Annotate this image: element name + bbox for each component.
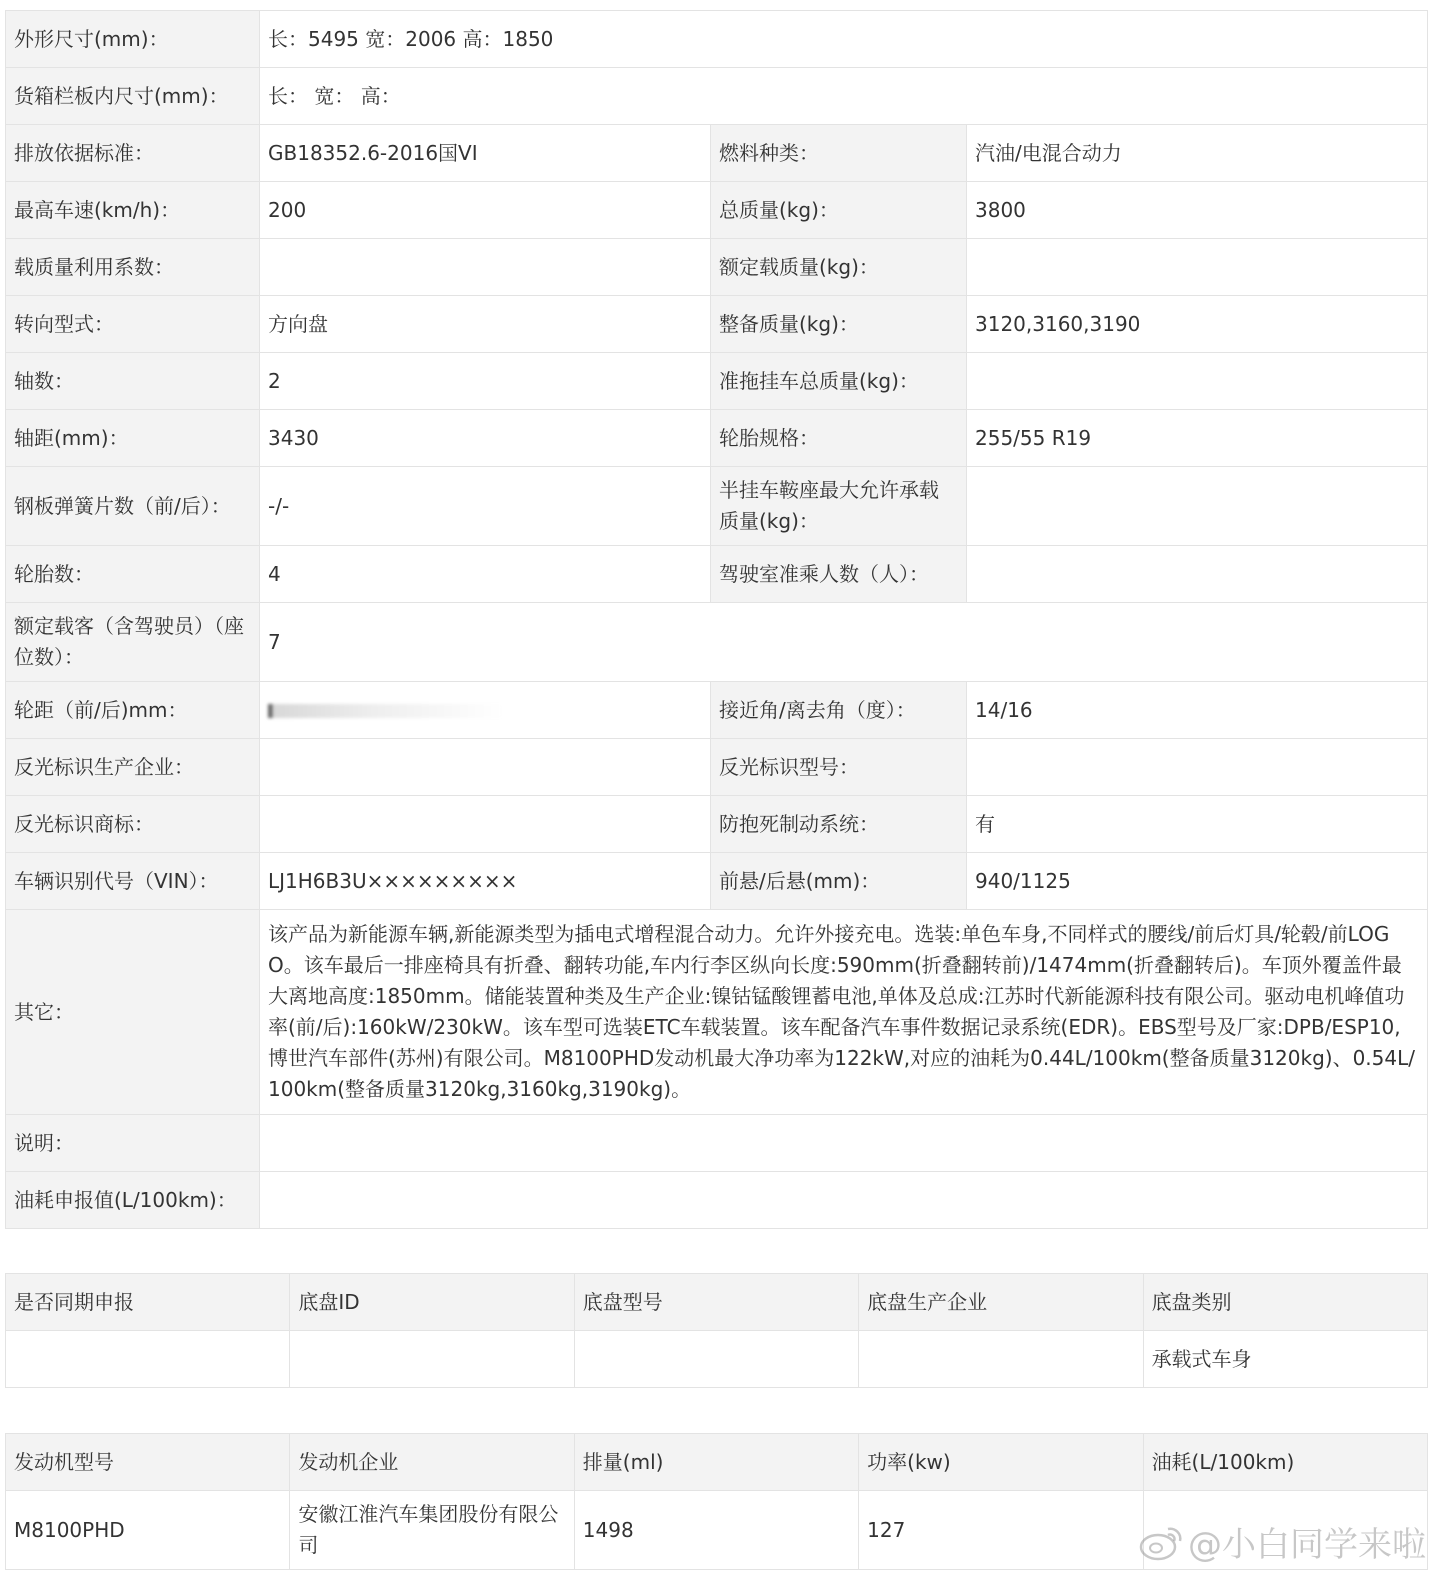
- spec-label: 额定载客（含驾驶员）（座位数）：: [6, 603, 260, 682]
- spec-value: [260, 739, 711, 796]
- spec-label: 钢板弹簧片数（前/后）：: [6, 467, 260, 546]
- spec-value: 255/55 R19: [967, 410, 1428, 467]
- spec-value: [967, 353, 1428, 410]
- spec-label: 轮胎规格：: [711, 410, 967, 467]
- spec-value: 14/16: [967, 682, 1428, 739]
- spec-value: 940/1125: [967, 853, 1428, 910]
- chassis-cell: [574, 1331, 858, 1388]
- watermark-text: @小白同学来啦: [1188, 1525, 1426, 1565]
- spec-label: 接近角/离去角（度）：: [711, 682, 967, 739]
- spec-label: 外形尺寸(mm)：: [6, 11, 260, 68]
- chassis-cell: 承载式车身: [1143, 1331, 1427, 1388]
- spec-value: [967, 239, 1428, 296]
- spec-label: 载质量利用系数：: [6, 239, 260, 296]
- spec-value: 3800: [967, 182, 1428, 239]
- engine-cell: 安徽江淮汽车集团股份有限公司: [290, 1491, 574, 1570]
- spec-value: GB18352.6-2016国VI: [260, 125, 711, 182]
- spec-label: 转向型式：: [6, 296, 260, 353]
- spec-value: [967, 739, 1428, 796]
- spec-label: 油耗申报值(L/100km)：: [6, 1172, 260, 1229]
- spec-label: 轮胎数：: [6, 546, 260, 603]
- spec-value: 汽油/电混合动力: [967, 125, 1428, 182]
- spec-label: 最高车速(km/h)：: [6, 182, 260, 239]
- spec-value: 4: [260, 546, 711, 603]
- spec-value: LJ1H6B3U×××××××××: [260, 853, 711, 910]
- spec-label: 轴距(mm)：: [6, 410, 260, 467]
- chassis-cell: [6, 1331, 290, 1388]
- spec-label: 货箱栏板内尺寸(mm)：: [6, 68, 260, 125]
- spec-label: 车辆识别代号（VIN）：: [6, 853, 260, 910]
- spec-label: 说明：: [6, 1115, 260, 1172]
- engine-cell: 1498: [574, 1491, 858, 1570]
- spec-label: 其它：: [6, 910, 260, 1115]
- engine-header: 发动机型号: [6, 1434, 290, 1491]
- spec-label: 总质量(kg)：: [711, 182, 967, 239]
- spec-label: 反光标识商标：: [6, 796, 260, 853]
- spec-label: 整备质量(kg)：: [711, 296, 967, 353]
- spec-label: 前悬/后悬(mm)：: [711, 853, 967, 910]
- spec-label: 轮距（前/后)mm：: [6, 682, 260, 739]
- chassis-cell: [290, 1331, 574, 1388]
- spec-label: 驾驶室准乘人数（人）：: [711, 546, 967, 603]
- spec-label: 反光标识型号：: [711, 739, 967, 796]
- spec-value: [260, 1172, 1428, 1229]
- chassis-header: 底盘类别: [1143, 1274, 1427, 1331]
- spec-value: [967, 546, 1428, 603]
- spec-value: 200: [260, 182, 711, 239]
- spec-value-redacted: [260, 682, 711, 739]
- spec-value: [260, 1115, 1428, 1172]
- spec-label: 防抱死制动系统：: [711, 796, 967, 853]
- engine-header: 油耗(L/100km): [1143, 1434, 1427, 1491]
- weibo-icon: [1138, 1523, 1184, 1561]
- redacted-blur: [268, 704, 503, 718]
- watermark: [1138, 1517, 1426, 1566]
- chassis-table: [5, 1273, 1428, 1388]
- spec-value: 3120,3160,3190: [967, 296, 1428, 353]
- spec-value: [260, 796, 711, 853]
- engine-header: 功率(kw): [859, 1434, 1143, 1491]
- engine-cell: M8100PHD: [6, 1491, 290, 1570]
- spec-label: 反光标识生产企业：: [6, 739, 260, 796]
- chassis-cell: [859, 1331, 1143, 1388]
- spec-table: [5, 10, 1428, 1229]
- chassis-header: 底盘生产企业: [859, 1274, 1143, 1331]
- spec-value: 2: [260, 353, 711, 410]
- spec-label: 排放依据标准：: [6, 125, 260, 182]
- spec-value: 长： 宽： 高：: [260, 68, 1428, 125]
- spec-value: 方向盘: [260, 296, 711, 353]
- engine-cell: 127: [859, 1491, 1143, 1570]
- chassis-header: 底盘ID: [290, 1274, 574, 1331]
- spec-value: -/-: [260, 467, 711, 546]
- spec-label: 轴数：: [6, 353, 260, 410]
- spec-value: 3430: [260, 410, 711, 467]
- spec-value: 长：5495 宽：2006 高：1850: [260, 11, 1428, 68]
- chassis-header: 底盘型号: [574, 1274, 858, 1331]
- spec-label: 半挂车鞍座最大允许承载质量(kg)：: [711, 467, 967, 546]
- spec-label: 额定载质量(kg)：: [711, 239, 967, 296]
- chassis-header: 是否同期申报: [6, 1274, 290, 1331]
- engine-header: 发动机企业: [290, 1434, 574, 1491]
- engine-header: 排量(ml): [574, 1434, 858, 1491]
- spec-value: [260, 239, 711, 296]
- spec-label: 准拖挂车总质量(kg)：: [711, 353, 967, 410]
- spec-label: 燃料种类：: [711, 125, 967, 182]
- spec-value: [967, 467, 1428, 546]
- spec-value: 有: [967, 796, 1428, 853]
- other-notes: 该产品为新能源车辆,新能源类型为插电式增程混合动力。允许外接充电。选装:单色车身,不同样式的腰线/前后灯具/轮毂/前LOGO。该车最后一排座椅具有折叠、翻转功能,车内行李区纵向长度:590mm(折叠翻转前)/1474mm(折叠翻转后)。车顶外覆盖件最大离地高度:1850mm。储能装置种类及生产企业:镍钴锰酸锂蓄电池,单体及总成:江苏时代新能源科技有限公司。驱动电机峰值功率(前/后):160kW/230kW。该车型可选装ETC车载装置。该车配备汽车事件数据记录系统(EDR)。EBS型号及厂家:DPB/ESP10,博世汽车部件(苏州)有限公司。M8100PHD发动机最大净功率为122kW,对应的油耗为0.44L/100km(整备质量3120kg)、0.54L/100km(整备质量3120kg,3160kg,3190kg)。: [260, 910, 1428, 1115]
- spec-value: 7: [260, 603, 1428, 682]
